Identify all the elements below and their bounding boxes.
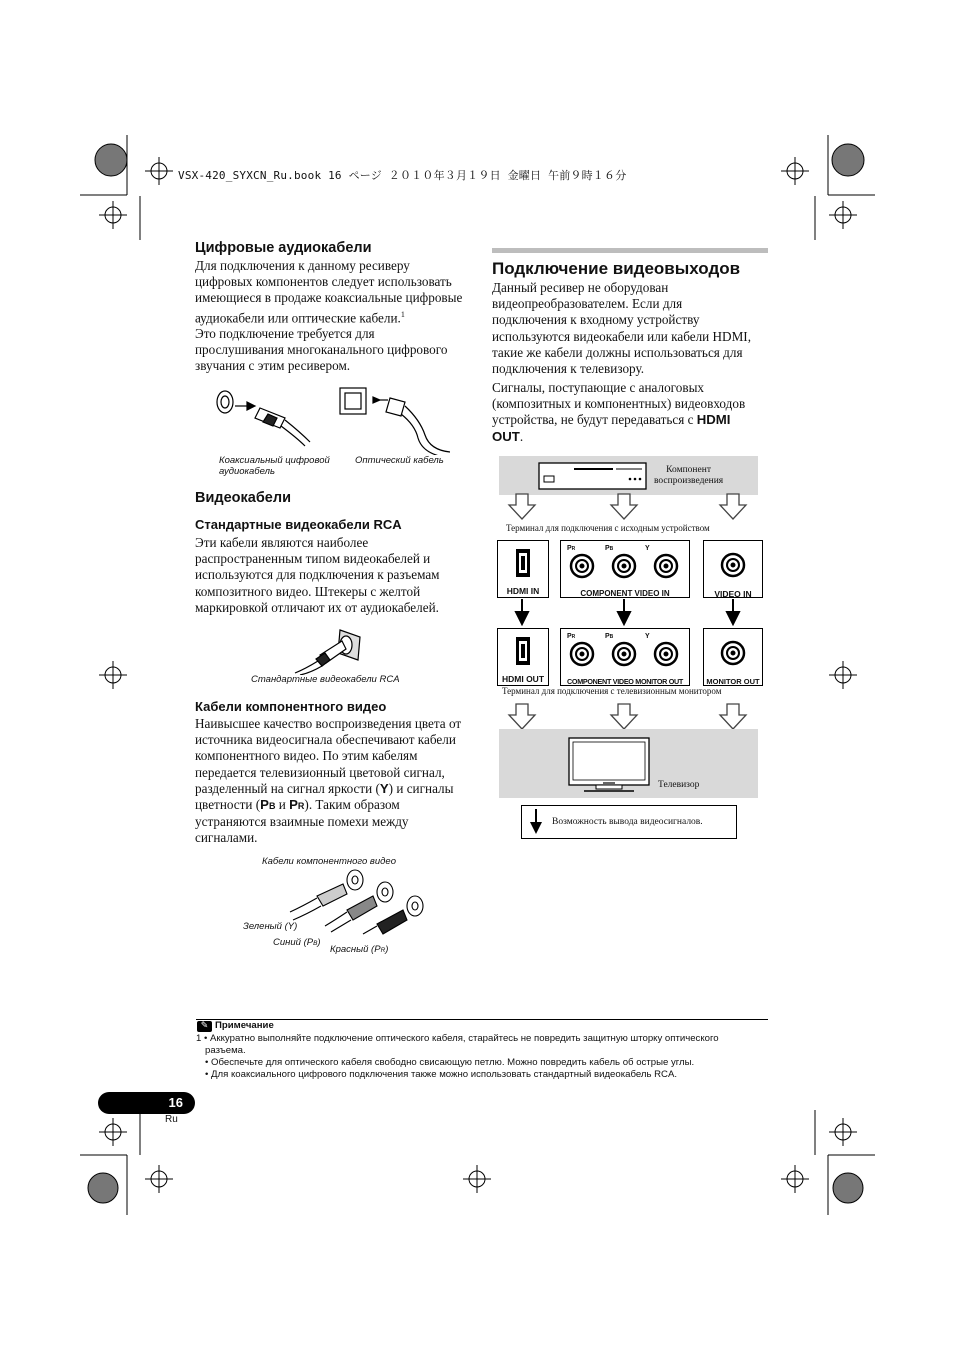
note-icon: ✎: [197, 1021, 212, 1032]
component-cables-image: [285, 866, 435, 936]
language-code: Ru: [165, 1114, 178, 1125]
video-output-paragraph-2: Сигналы, поступающие с аналоговых (композитных и компонентных) видеовходов устройства, не будут передаваться с HDMI OUT.: [492, 380, 746, 444]
optical-cable-image: [340, 388, 450, 455]
video-output-paragraph-1: Данный ресивер не оборудован видеопреобразователем. Если для подключения к входному устройству используются видеокабели или кабели HDMI, такие же кабели должны использоваться для подключения к телевизору.: [492, 280, 751, 377]
hdmi-port-icon: [498, 541, 548, 581]
page-number-tab: [98, 1092, 195, 1114]
component-jacks-icon: [561, 629, 689, 673]
player-device-icon: [538, 461, 648, 491]
footnote-ref: 1: [400, 309, 405, 319]
page-number: 16: [168, 1095, 183, 1110]
rca-cable-image: [290, 625, 370, 675]
component-caption: Кабели компонентного видео: [262, 856, 396, 867]
rca-title: Стандартные видеокабели RCA: [195, 517, 402, 532]
component-monitor-out-terminal: PR PB Y COMPONENT VIDEO MONITOR OUT: [560, 628, 690, 686]
coax-caption: Коаксиальный цифровой аудиокабель: [219, 455, 330, 477]
hdmi-out-terminal: HDMI OUT: [497, 628, 549, 686]
note-list: 1 • Аккуратно выполняйте подключение оптического кабеля, старайтесь не повредить защитную шторку оптического разъема. • Обеспечьте для оптического кабеля свободно свисающую петлю. Можно повредить кабель об острые углы. • Для коаксиального цифрового подключения также можно использовать стандартный видеокабель RCA.: [196, 1033, 719, 1080]
legend-arrow-icon: [528, 808, 544, 836]
video-output-title: Подключение видеовыходов: [492, 259, 741, 278]
hollow-arrows-source: [499, 493, 758, 521]
blue-cable-label: Синий (PB): [273, 937, 321, 948]
hdmi-port-icon: [498, 629, 548, 669]
component-paragraph: Наивысшее качество воспроизведения цвета от источника видеосигнала обеспечивают кабели компонентного видео. По этим кабелям передается телевизионный цветовой сигнал, разделенный на сигнал яркости (Y) и сигналы цветности (PB и PR). Таким образом устраняются взаимные помехи между сигналами.: [195, 716, 462, 846]
optical-caption: Оптический кабель: [355, 455, 444, 466]
coax-cable-image: [217, 391, 310, 446]
digital-audio-title: Цифровые аудиокабели: [195, 240, 372, 256]
component-jacks-icon: [561, 541, 689, 585]
black-arrows: [499, 598, 758, 626]
source-terminal-label: Терминал для подключения с исходным устройством: [506, 523, 710, 533]
title-rule: [492, 248, 768, 253]
composite-jack-icon: [704, 541, 762, 585]
rca-paragraph: Эти кабели являются наиболее распространенным типом видеокабелей и используются для подключения к разъемам композитного видео. Штекеры с желтой маркировкой отличают их от аудиокабелей.: [195, 535, 440, 615]
tv-icon: [568, 737, 650, 794]
composite-jack-icon: [704, 629, 762, 673]
diagram-legend: Возможность вывода видеосигналов.: [521, 805, 737, 839]
playback-component-label: Компонент воспроизведения: [654, 465, 724, 486]
video-in-terminal: VIDEO IN: [703, 540, 763, 598]
green-cable-label: Зеленый (Y): [243, 921, 298, 932]
red-cable-label: Красный (PR): [330, 944, 389, 955]
component-title: Кабели компонентного видео: [195, 699, 387, 714]
audio-cables-illustration: [205, 380, 465, 455]
note-title: Примечание: [215, 1020, 274, 1031]
rca-caption: Стандартные видеокабели RCA: [251, 674, 400, 685]
tv-label: Телевизор: [658, 780, 700, 790]
note-rule: [196, 1019, 768, 1020]
print-header: VSX-420_SYXCN_Ru.book 16 ページ ２０１０年３月１９日 金曜日 午前９時１６分: [178, 169, 627, 182]
tv-terminal-label: Терминал для подключения с телевизионным монитором: [502, 686, 722, 696]
digital-audio-paragraph-1: Для подключения к данному ресиверу цифровых компонентов следует использовать имеющиеся в продаже коаксиальные цифровые аудиокабели или оптические кабели.$^1$: [195, 258, 463, 325]
video-cables-title: Видеокабели: [195, 490, 291, 506]
hdmi-in-terminal: HDMI IN: [497, 540, 549, 598]
digital-audio-paragraph-2: Это подключение требуется для прослушивания многоканального цифрового звучания с этим ресивером.: [195, 326, 448, 374]
hollow-arrows-tv: [499, 703, 758, 731]
monitor-out-terminal: MONITOR OUT: [703, 628, 763, 686]
component-video-in-terminal: PR PB Y COMPONENT VIDEO IN: [560, 540, 690, 598]
